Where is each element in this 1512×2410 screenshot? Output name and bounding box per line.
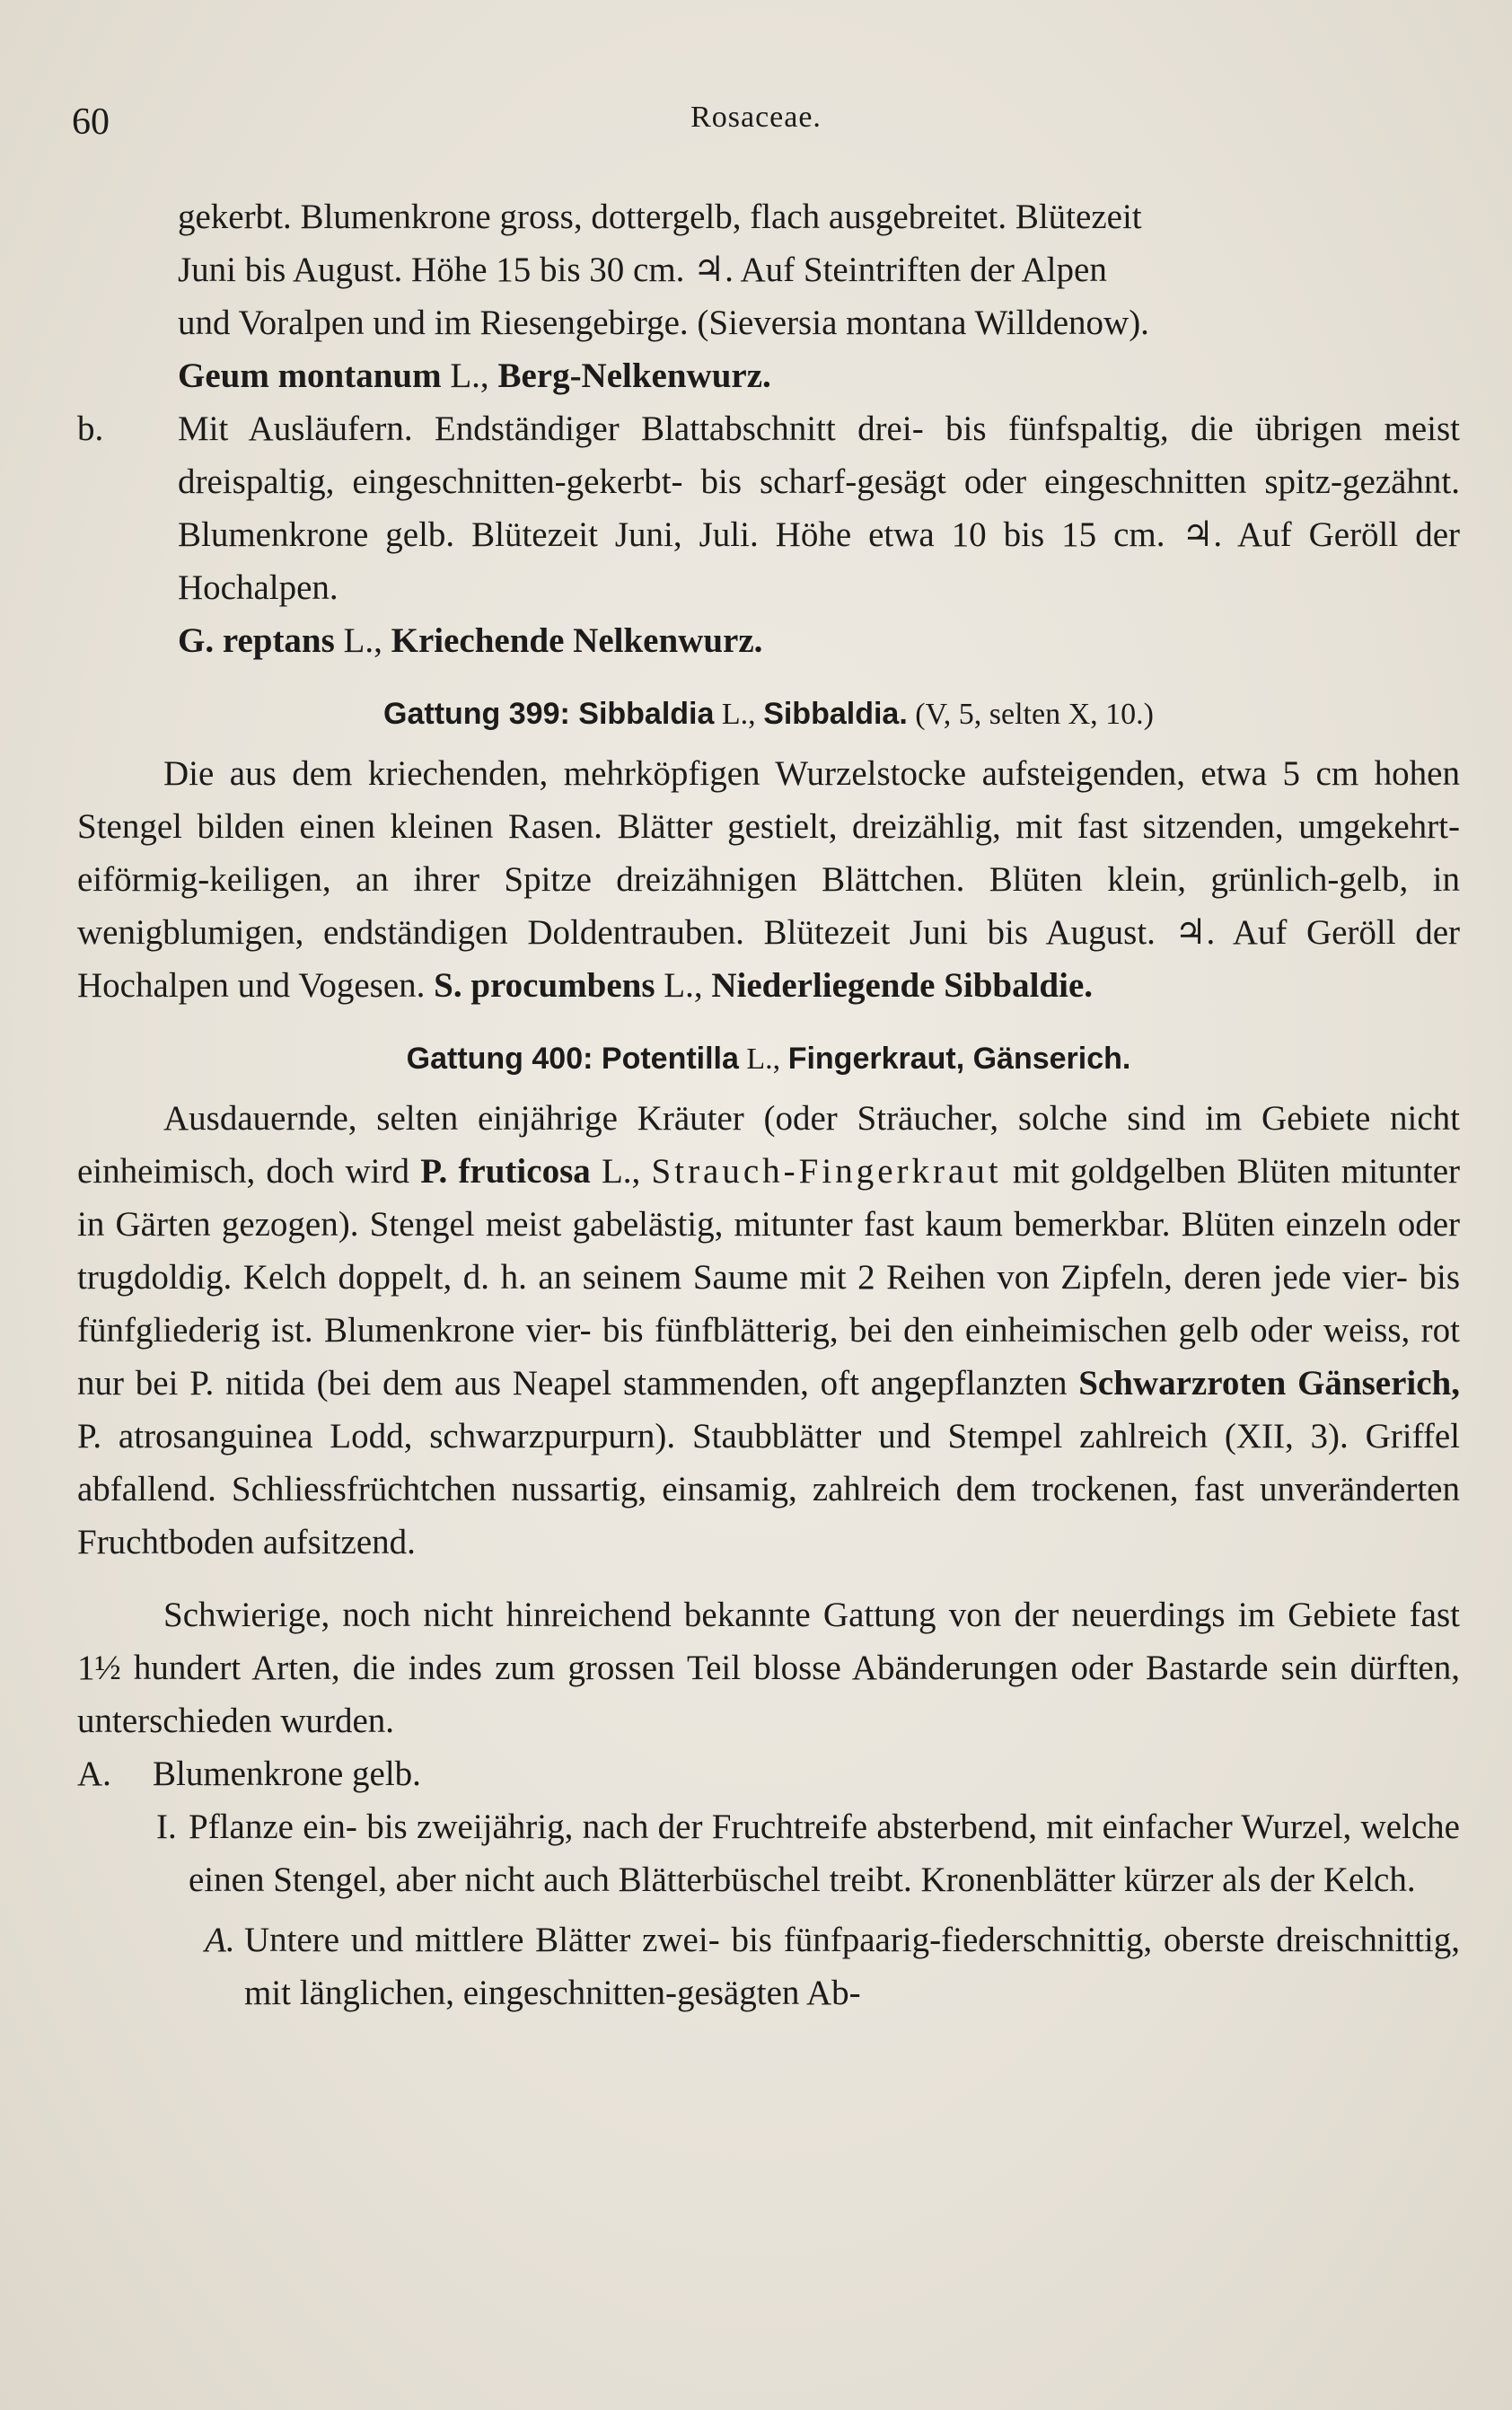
key-a [77, 1913, 1460, 2019]
key-marker: b. [77, 409, 104, 448]
species-common-name: Niederliegende Sibbaldie. [711, 966, 1094, 1005]
key-marker: A. [205, 1921, 235, 1959]
species-author: L., [441, 356, 498, 395]
page-body [77, 190, 1460, 2019]
species-common-name: Kriechende Nelkenwurz. [391, 621, 763, 660]
species-author: L., [655, 966, 712, 1005]
genus-heading-399 [77, 689, 1460, 740]
geum-montanum-line1: gekerbt. Blumenkrone gross, dottergelb, flach ausgebreitet. Blütezeit [178, 198, 1142, 236]
key-I-text: Pflanze ein- bis zweijährig, nach der Fruchtreife absterbend, mit einfacher Wurzel, welche einen Stengel, aber nicht auch Blätterbüschel treibt. Kronenblätter kürzer als der Kelch. [189, 1808, 1460, 1899]
genus-common-name: Sibbaldia. [763, 697, 908, 731]
species-common-name: Berg-Nelkenwurz. [497, 356, 771, 395]
schwarzroten-gaenserich: Schwarzroten Gänserich, [1078, 1364, 1460, 1403]
running-title: Rosaceae. [690, 101, 822, 134]
geum-montanum-species [77, 349, 1460, 402]
genus-author: L., [738, 1042, 788, 1076]
genus-common-name: Fingerkraut, Gänserich. [787, 1042, 1131, 1076]
geum-montanum-line2: Juni bis August. Höhe 15 bis 30 cm. ♃. Auf Steintriften der Alpen [178, 251, 1107, 289]
species-name: Geum montanum [178, 356, 442, 395]
paragraph-gap [77, 1569, 1460, 1588]
geum-reptans-text: Mit Ausläufern. Endständiger Blattabschnitt drei- bis fünfspaltig, die übrigen meist dreispaltig, eingeschnitten-gekerbt- bis scharf-gesägt oder eingeschnitten spitz-gezähnt. Blumenkrone gelb. Blütezeit Juni, Juli. Höhe etwa 10 bis 15 cm. ♃. Auf Geröll der Hochalpen. [178, 409, 1460, 607]
key-A-text: Blumenkrone gelb. [153, 1755, 421, 1793]
genus-400-text-a: Ausdauernde, selten einjährige Kräuter (oder Sträucher, solche sind im Gebiete nicht einheimisch, doch wird [77, 1099, 1460, 1191]
geum-montanum-line3: und Voralpen und im Riesengebirge. (Sieversia montana Willdenow). [178, 303, 1149, 342]
species-author: L., [334, 621, 391, 660]
key-A [77, 1747, 1460, 1800]
genus-399-text: Die aus dem kriechenden, mehrköpfigen Wurzelstocke aufsteigenden, etwa 5 cm hohen Stengel bilden einen kleinen Rasen. Blätter gestielt, dreizählig, mit fast sitzenden, umgekehrt-eiförmig-keiligen, an ihrer Spitze dreizähnigen Blättchen. Blüten klein, grünlich-gelb, in wenigblumigen, endständigen Doldentrauben. Blütezeit Juni bis August. ♃. Auf Geröll der Hochalpen und Vogesen. [77, 754, 1460, 1005]
species-name: S. procumbens [434, 966, 655, 1005]
genus-399-description [77, 747, 1460, 1012]
genus-400-note: Schwierige, noch nicht hinreichend bekannte Gattung von der neuerdings im Gebiete fast 1½ hundert Arten, die indes zum grossen Teil blosse Abänderungen oder Bastarde sein dürften, unterschieden wurden. [77, 1596, 1460, 1740]
genus-400-description [77, 1092, 1460, 1569]
key-I [77, 1800, 1460, 1906]
genus-heading-text: Gattung 400: Potentilla [406, 1042, 739, 1076]
genus-400-text-d: P. atrosanguinea Lodd, schwarzpurpurn). Staubblätter und Stempel zahlreich (XII, 3). Griffel abfallend. Schliessfrüchtchen nussartig, einsamig, zahlreich dem trockenen, fast unveränderten Fruchtboden aufsitzend. [77, 1417, 1460, 1561]
key-marker: I. [156, 1808, 177, 1846]
page-header [72, 101, 1440, 154]
species-fruticosa: P. fruticosa [420, 1152, 591, 1191]
geum-reptans-description [77, 402, 1460, 614]
key-marker: A. [77, 1755, 111, 1793]
fruticosa-common-name: Strauch-Fingerkraut [651, 1152, 1002, 1191]
genus-classification: (V, 5, selten X, 10.) [907, 698, 1154, 731]
species-name: G. reptans [178, 621, 335, 660]
genus-author: L., [714, 698, 764, 731]
genus-400-text-b: L., [590, 1152, 652, 1191]
genus-heading-text: Gattung 399: Sibbaldia [383, 697, 715, 731]
geum-reptans-species [77, 614, 1460, 667]
key-a-text: Untere und mittlere Blätter zwei- bis fünfpaarig-fiederschnittig, oberste dreischnittig, mit länglichen, eingeschnitten-gesägten Ab- [244, 1921, 1460, 2012]
page-number: 60 [72, 101, 110, 143]
genus-400-text-c: mit goldgelben Blüten mitunter in Gärten gezogen). Stengel meist gabelästig, mitunter fast kaum bemerkbar. Blüten einzeln oder trugdoldig. Kelch doppelt, d. h. an seinem Saume mit 2 Reihen von Zipfeln, deren jede vier- bis fünfgliederig ist. Blumenkrone vier- bis fünfblätterig, bei den einheimischen gelb oder weiss, rot nur bei P. nitida (bei dem aus Neapel stammenden, oft angepflanzten [77, 1152, 1460, 1403]
genus-heading-400 [77, 1033, 1460, 1085]
